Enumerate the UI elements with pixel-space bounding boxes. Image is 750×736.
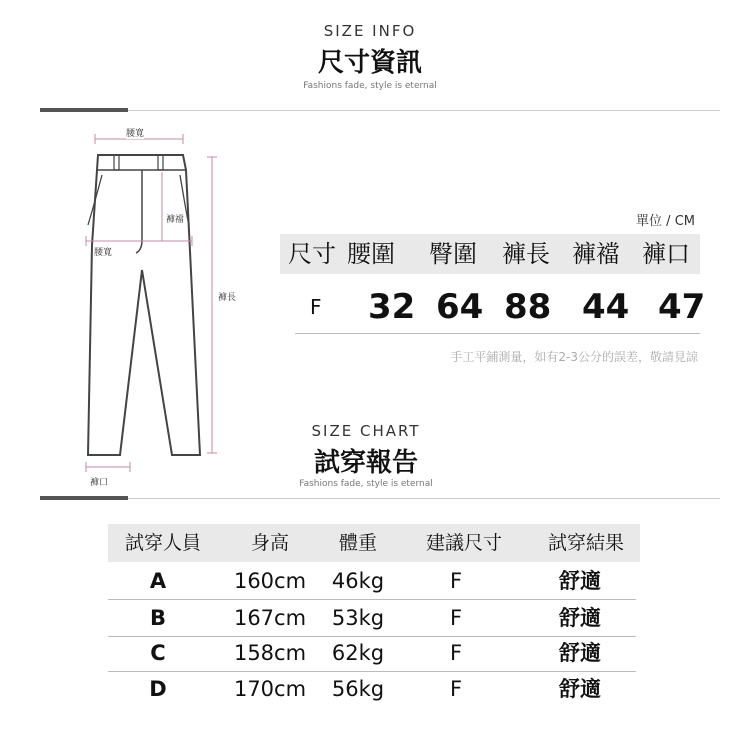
fit-header-cell: 體重 [338, 532, 377, 554]
fit-header-cell: 試穿人員 [124, 532, 201, 554]
fit-cell-tester: B [149, 606, 166, 630]
size-header-cell: 尺寸 [288, 240, 336, 268]
fit-cell-result: 舒適 [559, 606, 601, 630]
pants-outline-graphic [70, 125, 250, 490]
size-value: 32 [368, 287, 416, 327]
fit-cell-weight: 62kg [331, 641, 385, 665]
size-header-cell: 褲長 [502, 240, 550, 268]
size-header-cell: 褲口 [642, 240, 690, 268]
size-value: 88 [504, 287, 552, 327]
fit-cell-result: 舒適 [559, 569, 601, 593]
size-header-cell: 臀圍 [429, 240, 477, 268]
fit-cell-height: 158cm [233, 641, 307, 665]
label-length: 褲長 [218, 290, 236, 303]
size-info-zh-title: 尺寸資訊 [317, 48, 422, 78]
fit-cell-tester: C [150, 641, 166, 665]
fit-table-row [108, 563, 636, 600]
fit-header-cell: 試穿結果 [547, 532, 624, 554]
fit-cell-size: F [449, 606, 463, 630]
size-row-divider [295, 333, 700, 334]
label-hem: 褲口 [90, 475, 108, 488]
fit-cell-weight: 53kg [331, 606, 385, 630]
fit-header-cell: 建議尺寸 [425, 532, 502, 554]
fit-cell-size: F [449, 569, 463, 593]
divider-accent [40, 108, 128, 112]
fit-table-header [108, 524, 640, 562]
size-value: 64 [436, 287, 484, 327]
size-header-cell: 腰圍 [347, 240, 395, 268]
fit-cell-weight: 46kg [331, 569, 385, 593]
size-chart-zh-title: 試穿報告 [313, 448, 418, 478]
fit-cell-height: 160cm [233, 569, 307, 593]
fit-table-row [108, 671, 636, 707]
divider-accent [40, 496, 128, 500]
fit-cell-tester: D [149, 677, 167, 701]
fit-cell-weight: 56kg [331, 677, 385, 701]
fit-table-row [108, 635, 636, 672]
divider-line [40, 110, 720, 111]
fit-cell-result: 舒適 [559, 641, 601, 665]
size-value: 44 [582, 287, 630, 327]
size-header-cell: 褲襠 [572, 240, 620, 268]
size-value-label: F [310, 295, 322, 319]
size-chart-en-title: SIZE CHART [311, 422, 421, 440]
label-waist-lower: 腰寬 [94, 245, 112, 258]
label-waist: 腰寬 [126, 126, 144, 139]
divider-line [40, 498, 720, 499]
size-table-row [280, 287, 706, 327]
unit-label: 單位 / CM [636, 214, 695, 229]
pants-diagram [70, 125, 250, 490]
fit-table-row [108, 600, 636, 637]
fit-cell-tester: A [149, 569, 167, 593]
fit-cell-result: 舒適 [559, 677, 601, 701]
fit-cell-size: F [449, 641, 463, 665]
fit-cell-height: 170cm [233, 677, 307, 701]
size-info-tagline: Fashions fade, style is eternal [303, 81, 437, 91]
size-value: 47 [658, 287, 706, 327]
fit-header-cell: 身高 [250, 532, 289, 554]
size-table-header [280, 234, 700, 274]
label-rise: 褲襠 [166, 212, 184, 225]
fit-cell-size: F [449, 677, 463, 701]
size-info-en-title: SIZE INFO [323, 22, 417, 40]
fit-cell-height: 167cm [233, 606, 307, 630]
size-chart-tagline: Fashions fade, style is eternal [299, 479, 433, 489]
measurement-note: 手工平鋪測量，如有2-3公分的誤差，敬請見諒 [450, 350, 698, 364]
